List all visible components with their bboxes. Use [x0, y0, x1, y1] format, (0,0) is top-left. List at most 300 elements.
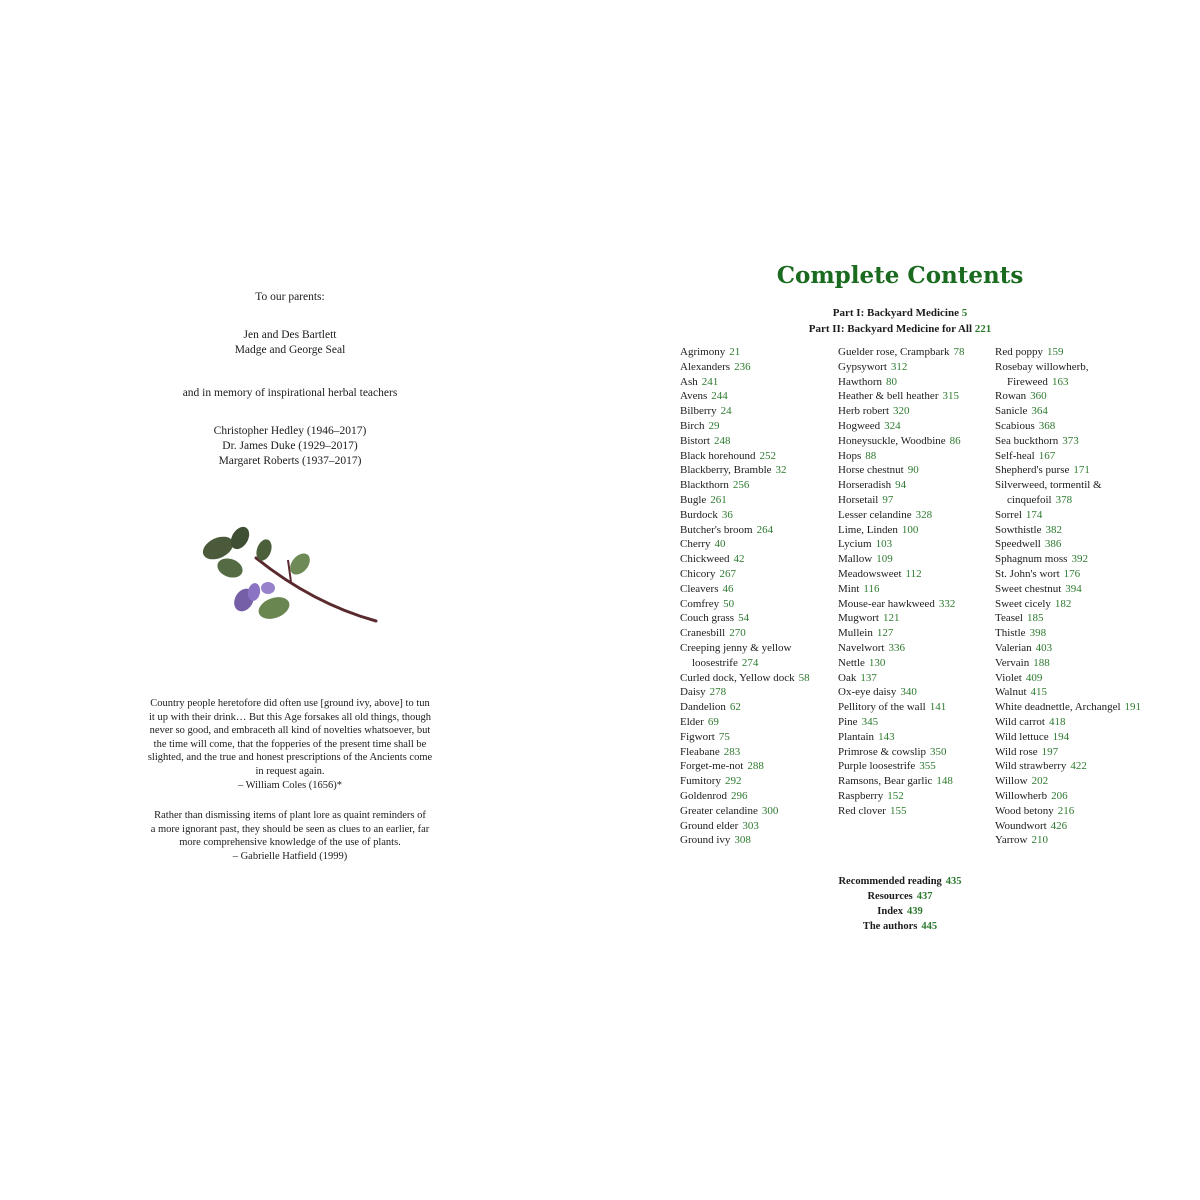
entry-page-number: 422 [1070, 760, 1087, 773]
entry-page-number: 386 [1044, 538, 1062, 551]
contents-entry[interactable] [838, 759, 988, 774]
entry-page-number: 288 [747, 760, 764, 773]
entry-plant-name: Bugle [680, 493, 707, 506]
contents-entry[interactable] [995, 774, 1145, 789]
entry-plant-name: Daisy [680, 686, 706, 699]
backmatter-entry[interactable] [600, 904, 1200, 919]
contents-entry[interactable] [680, 478, 830, 493]
parts-list [600, 305, 1200, 337]
entry-plant-name: Cranesbill [680, 627, 726, 640]
entry-page-number: 116 [863, 582, 880, 595]
contents-entry[interactable] [995, 685, 1145, 700]
entry-page-number: 32 [775, 464, 787, 477]
entry-page-number: 324 [884, 419, 901, 432]
contents-entry[interactable] [838, 493, 988, 508]
entry-plant-name: Chickweed [680, 553, 730, 566]
entry-page-number: 78 [953, 346, 965, 358]
entry-page-number: 185 [1026, 612, 1044, 625]
contents-entry[interactable] [680, 804, 830, 819]
contents-entry[interactable] [680, 463, 830, 478]
entry-page-number: 392 [1071, 553, 1088, 566]
entry-plant-name: Oak [838, 671, 857, 684]
entry-plant-name: Primrose & cowslip [838, 745, 926, 758]
quote-coles [108, 697, 472, 792]
entry-plant-name: Mullein [838, 627, 873, 640]
left-page [0, 0, 580, 1200]
contents-entry[interactable] [838, 611, 988, 626]
contents-entry[interactable] [838, 345, 988, 360]
contents-entry[interactable] [680, 567, 830, 582]
entry-page-number: 121 [882, 612, 900, 625]
contents-entry[interactable] [838, 567, 988, 582]
contents-entry[interactable] [680, 419, 830, 434]
entry-page-number: 303 [742, 819, 759, 832]
entry-page-number: 300 [761, 804, 779, 817]
contents-entry[interactable] [995, 626, 1145, 641]
entry-plant-name: Ground ivy [680, 834, 731, 847]
entry-plant-name: Ramsons, Bear garlic [838, 775, 933, 788]
backmatter-entry[interactable] [600, 919, 1200, 934]
entry-plant-name: Heather & bell heather [838, 390, 939, 403]
quote-line: in request again. [255, 765, 325, 777]
entry-plant-name: Goldenrod [680, 789, 728, 802]
contents-entry[interactable] [680, 449, 830, 464]
contents-entry[interactable] [995, 730, 1145, 745]
entry-plant-name: Woundwort [995, 819, 1047, 832]
entry-page-number: 202 [1031, 775, 1049, 788]
entry-plant-name: Navelwort [838, 641, 885, 654]
contents-entry[interactable] [995, 789, 1145, 804]
contents-entry[interactable] [838, 700, 988, 715]
entry-page-number: 159 [1046, 346, 1064, 358]
entry-plant-name: Fleabane [680, 745, 720, 758]
contents-entry[interactable] [680, 582, 830, 597]
entry-page-number: 398 [1029, 627, 1047, 640]
contents-entry[interactable] [995, 523, 1145, 538]
contents-entry[interactable] [838, 523, 988, 538]
entry-page-number: 267 [719, 567, 736, 580]
entry-page-number: 332 [938, 597, 956, 610]
entry-page-number: 197 [1041, 745, 1059, 758]
quote-attribution: – William Coles (1656)* [237, 779, 343, 791]
entry-page-number: 373 [1062, 434, 1079, 447]
entry-plant-name: Forget-me-not [680, 760, 744, 773]
contents-entry[interactable] [995, 611, 1145, 626]
entry-page-number: 241 [701, 375, 719, 388]
contents-entry[interactable] [680, 434, 830, 449]
entry-page-number: 350 [930, 745, 947, 758]
contents-entry[interactable] [995, 389, 1145, 404]
contents-entry[interactable] [995, 715, 1145, 730]
entry-page-number: 155 [889, 804, 907, 817]
contents-entry[interactable] [995, 833, 1145, 848]
contents-entry[interactable] [680, 523, 830, 538]
entry-plant-name: Sowthistle [995, 523, 1042, 536]
contents-entry[interactable] [680, 715, 830, 730]
contents-entry[interactable] [680, 819, 830, 834]
contents-title: Complete Contents [776, 262, 1024, 289]
contents-entry[interactable] [995, 700, 1145, 715]
contents-entry[interactable] [680, 759, 830, 774]
entry-page-number: 409 [1025, 671, 1043, 684]
contents-entry[interactable] [680, 597, 830, 612]
dedication-memory-line: and in memory of inspirational herbal teachers [182, 387, 398, 399]
contents-entry[interactable] [995, 759, 1145, 774]
entry-plant-name: Sorrel [995, 508, 1022, 521]
contents-entry[interactable] [995, 641, 1145, 656]
entry-plant-name: Raspberry [838, 789, 884, 802]
backmatter-entry[interactable] [600, 889, 1200, 904]
entry-page-number: 320 [893, 405, 910, 418]
entry-plant-name: Burdock [680, 508, 718, 521]
entry-plant-name: Purple loosestrife [838, 760, 916, 773]
entry-plant-name: Horseradish [838, 479, 892, 492]
entry-plant-name: Agrimony [680, 346, 726, 358]
entry-plant-name: Sanicle [995, 405, 1028, 418]
entry-plant-name: Guelder rose, Crampbark [838, 346, 950, 358]
contents-entry[interactable] [838, 789, 988, 804]
contents-entry[interactable] [995, 449, 1145, 464]
entry-page-number: 40 [714, 538, 726, 551]
entry-plant-name: Silverweed, tormentil & cinquefoil [995, 479, 1102, 506]
entry-page-number: 278 [709, 686, 727, 699]
quote-attribution: – Gabrielle Hatfield (1999) [232, 850, 348, 862]
contents-entry[interactable] [995, 419, 1145, 434]
entry-page-number: 94 [895, 479, 907, 492]
entry-plant-name: Mallow [838, 553, 873, 566]
contents-entry[interactable] [680, 641, 830, 671]
contents-entry[interactable] [838, 552, 988, 567]
entry-page-number: 97 [882, 493, 894, 506]
contents-entry[interactable] [680, 626, 830, 641]
entry-plant-name: Lycium [838, 538, 872, 551]
entry-page-number: 50 [723, 597, 735, 610]
backmatter-page-number: 445 [921, 921, 938, 932]
entry-plant-name: Pellitory of the wall [838, 701, 926, 714]
entry-page-number: 24 [720, 405, 732, 418]
entry-page-number: 130 [868, 656, 886, 669]
entry-page-number: 75 [718, 730, 730, 743]
backmatter-label: Index [877, 906, 903, 917]
entry-page-number: 206 [1051, 789, 1068, 802]
entry-plant-name: Avens [680, 390, 708, 403]
entry-plant-name: Blackthorn [680, 479, 729, 492]
entry-plant-name: Wood betony [995, 804, 1054, 817]
entry-page-number: 58 [798, 671, 810, 684]
contents-entry[interactable] [838, 375, 988, 390]
part-label: Part I: Backyard Medicine [832, 307, 959, 319]
contents-entry[interactable] [680, 552, 830, 567]
entry-plant-name: Wild rose [995, 745, 1038, 758]
entry-plant-name: Lesser celandine [838, 508, 912, 521]
contents-entry[interactable] [838, 389, 988, 404]
contents-entry[interactable] [995, 463, 1145, 478]
entry-plant-name: Wild lettuce [995, 730, 1049, 743]
entry-plant-name: Creeping jenny & yellow loosestrife [680, 641, 792, 669]
entry-page-number: 244 [711, 390, 728, 403]
entry-page-number: 103 [875, 538, 893, 551]
contents-entry[interactable] [995, 508, 1145, 523]
contents-entry[interactable] [680, 375, 830, 390]
contents-entry[interactable] [838, 360, 988, 375]
entry-page-number: 167 [1038, 449, 1056, 462]
contents-entry[interactable] [838, 671, 988, 686]
entry-plant-name: Elder [680, 715, 704, 728]
entry-plant-name: Vervain [995, 656, 1030, 669]
entry-page-number: 261 [710, 493, 727, 506]
contents-entry[interactable] [838, 774, 988, 789]
entry-page-number: 328 [915, 508, 933, 521]
entry-plant-name: Sweet cicely [995, 597, 1051, 610]
entry-page-number: 86 [949, 434, 961, 447]
entry-page-number: 90 [907, 464, 919, 477]
parent-name: Jen and Des Bartlett [243, 329, 337, 341]
backmatter-page-number: 437 [916, 891, 933, 902]
backmatter-page-number: 439 [906, 906, 923, 917]
entry-page-number: 360 [1030, 390, 1047, 403]
entry-page-number: 382 [1045, 523, 1062, 536]
entry-plant-name: Curled dock, Yellow dock [680, 671, 795, 684]
entry-plant-name: Meadowsweet [838, 567, 902, 580]
contents-entry[interactable] [995, 656, 1145, 671]
entry-plant-name: Alexanders [680, 360, 731, 373]
entry-page-number: 141 [929, 701, 947, 714]
entry-page-number: 46 [722, 582, 734, 595]
contents-entry[interactable] [838, 463, 988, 478]
entry-plant-name: Gypsywort [838, 360, 887, 373]
entry-page-number: 188 [1033, 656, 1050, 669]
dedication-to-parents: To our parents: [255, 291, 325, 303]
contents-entry[interactable] [995, 804, 1145, 819]
backmatter-label: Recommended reading [838, 876, 942, 887]
entry-page-number: 29 [708, 419, 720, 432]
contents-entry[interactable] [680, 537, 830, 552]
entry-page-number: 274 [741, 656, 759, 669]
entry-page-number: 152 [887, 789, 904, 802]
contents-entry[interactable] [680, 360, 830, 375]
entry-page-number: 252 [759, 449, 776, 462]
right-page [600, 0, 1200, 1200]
entry-page-number: 315 [942, 390, 959, 403]
contents-entry[interactable] [838, 434, 988, 449]
entry-page-number: 182 [1054, 597, 1072, 610]
entry-page-number: 194 [1052, 730, 1070, 743]
part-entry[interactable] [600, 321, 1200, 337]
contents-entry[interactable] [680, 833, 830, 848]
entry-page-number: 283 [723, 745, 741, 758]
contents-entry[interactable] [838, 804, 988, 819]
entry-plant-name: Cherry [680, 538, 711, 551]
entry-plant-name: Scabious [995, 419, 1035, 432]
parent-name: Madge and George Seal [234, 344, 346, 356]
part-label: Part II: Backyard Medicine for All [808, 323, 972, 335]
entry-plant-name: Thistle [995, 627, 1026, 640]
entry-page-number: 148 [936, 775, 953, 788]
contents-entry[interactable] [680, 685, 830, 700]
entry-page-number: 256 [732, 479, 750, 492]
contents-entry[interactable] [995, 537, 1145, 552]
entry-plant-name: Sweet chestnut [995, 582, 1062, 595]
contents-entry[interactable] [680, 745, 830, 760]
entry-page-number: 308 [734, 834, 751, 847]
contents-entry[interactable] [838, 745, 988, 760]
contents-entry[interactable] [838, 508, 988, 523]
entry-plant-name: Sea buckthorn [995, 434, 1059, 447]
entry-plant-name: Hawthorn [838, 375, 882, 388]
contents-entry[interactable] [838, 582, 988, 597]
contents-entry[interactable] [680, 345, 830, 360]
entry-plant-name: Nettle [838, 656, 865, 669]
backmatter-label: Resources [867, 891, 913, 902]
contents-entry[interactable] [995, 360, 1145, 390]
backmatter-label: The authors [862, 921, 918, 932]
contents-entry[interactable] [680, 389, 830, 404]
teacher-name: Margaret Roberts (1937–2017) [218, 455, 362, 467]
contents-entry[interactable] [680, 493, 830, 508]
entry-page-number: 340 [900, 686, 917, 699]
quote-line: it up with their drink… But this Age forsakes all old things, though [148, 711, 432, 723]
contents-entry[interactable] [995, 819, 1145, 834]
contents-entry[interactable] [995, 582, 1145, 597]
entry-plant-name: Valerian [995, 641, 1032, 654]
contents-entry[interactable] [680, 611, 830, 626]
entry-plant-name: Red clover [838, 804, 886, 817]
entry-plant-name: Mint [838, 582, 860, 595]
entry-page-number: 296 [731, 789, 748, 802]
entry-plant-name: Walnut [995, 686, 1027, 699]
entry-page-number: 174 [1025, 508, 1043, 521]
quote-line: Country people heretofore did often use [ground ivy, above] to tun [150, 698, 430, 709]
contents-entry[interactable] [680, 700, 830, 715]
entry-page-number: 109 [876, 553, 893, 566]
entry-plant-name: Self-heal [995, 449, 1035, 462]
quote-line: slighted, and the true and honest prescriptions of the Ancients come [147, 752, 433, 764]
entry-plant-name: Pine [838, 715, 858, 728]
entry-page-number: 264 [756, 523, 774, 536]
contents-entry[interactable] [995, 671, 1145, 686]
entry-page-number: 248 [713, 434, 731, 447]
teacher-name: Christopher Hedley (1946–2017) [213, 425, 367, 437]
backmatter-entry[interactable] [600, 874, 1200, 889]
contents-entry[interactable] [995, 434, 1145, 449]
entry-plant-name: St. John's wort [995, 567, 1060, 580]
quote-line: never so good, and embraceth all kind of novelties whatsoever, but [149, 725, 431, 737]
entry-plant-name: Greater celandine [680, 804, 758, 817]
entry-plant-name: Ox-eye daisy [838, 686, 897, 699]
entry-plant-name: Chicory [680, 567, 716, 580]
entry-plant-name: Yarrow [995, 834, 1028, 847]
entry-page-number: 403 [1035, 641, 1053, 654]
entry-plant-name: Birch [680, 419, 705, 432]
backmatter-page-number: 435 [945, 876, 962, 887]
contents-entry[interactable] [838, 641, 988, 656]
contents-entry[interactable] [995, 567, 1145, 582]
entry-plant-name: Horsetail [838, 493, 879, 506]
entry-plant-name: Ground elder [680, 819, 739, 832]
contents-entry[interactable] [838, 478, 988, 493]
entry-plant-name: Rowan [995, 390, 1027, 403]
entry-page-number: 368 [1038, 419, 1056, 432]
entry-plant-name: Ash [680, 375, 698, 388]
entry-page-number: 112 [905, 567, 922, 580]
entry-page-number: 143 [878, 730, 895, 743]
contents-entry[interactable] [680, 789, 830, 804]
entry-plant-name: Violet [995, 671, 1022, 684]
ground-ivy-sprig-illustration [196, 520, 386, 632]
contents-entry[interactable] [838, 419, 988, 434]
contents-entry[interactable] [838, 449, 988, 464]
contents-entry[interactable] [995, 404, 1145, 419]
entry-page-number: 345 [861, 715, 879, 728]
entry-plant-name: Hogweed [838, 419, 881, 432]
entry-page-number: 270 [729, 627, 746, 640]
contents-entry[interactable] [680, 730, 830, 745]
backmatter-list [600, 874, 1200, 934]
entry-page-number: 80 [886, 375, 897, 388]
contents-column-1 [680, 345, 830, 848]
entry-plant-name: Herb robert [838, 405, 890, 418]
entry-plant-name: Sphagnum moss [995, 553, 1068, 566]
entry-plant-name: Bistort [680, 434, 710, 447]
entry-plant-name: Honeysuckle, Woodbine [838, 434, 946, 447]
contents-entry[interactable] [995, 478, 1145, 508]
contents-entry[interactable] [995, 552, 1145, 567]
contents-entry[interactable] [680, 508, 830, 523]
entry-page-number: 210 [1031, 834, 1048, 847]
contents-entry[interactable] [995, 597, 1145, 612]
entry-page-number: 394 [1065, 582, 1082, 595]
contents-entry[interactable] [995, 745, 1145, 760]
entry-plant-name: Black horehound [680, 449, 756, 462]
entry-page-number: 176 [1063, 567, 1081, 580]
teacher-name: Dr. James Duke (1929–2017) [222, 440, 358, 452]
part-entry[interactable] [600, 305, 1200, 321]
contents-entry[interactable] [680, 671, 830, 686]
entry-plant-name: Fumitory [680, 775, 721, 788]
dedication [130, 290, 450, 469]
contents-entry[interactable] [680, 774, 830, 789]
contents-entry[interactable] [838, 685, 988, 700]
entry-plant-name: Willowherb [995, 789, 1048, 802]
entry-page-number: 378 [1055, 493, 1073, 506]
entry-plant-name: Rosebay willowherb, Fireweed [995, 360, 1089, 388]
quote-hatfield [108, 809, 472, 863]
contents-entry[interactable] [838, 656, 988, 671]
entry-page-number: 137 [860, 671, 877, 684]
contents-entry[interactable] [838, 597, 988, 612]
contents-entry[interactable] [680, 404, 830, 419]
entry-plant-name: Hops [838, 449, 862, 462]
entry-page-number: 42 [733, 553, 745, 566]
entry-plant-name: Red poppy [995, 346, 1043, 358]
part-page-number: 5 [961, 307, 968, 319]
contents-entry[interactable] [838, 537, 988, 552]
contents-entry[interactable] [838, 404, 988, 419]
contents-entry[interactable] [995, 345, 1145, 360]
entry-page-number: 171 [1073, 464, 1090, 477]
entry-page-number: 415 [1030, 686, 1047, 699]
entry-plant-name: Wild strawberry [995, 760, 1067, 773]
contents-entry[interactable] [838, 730, 988, 745]
entry-page-number: 312 [890, 360, 908, 373]
entry-page-number: 62 [729, 701, 741, 714]
entry-page-number: 364 [1031, 405, 1048, 418]
entry-page-number: 127 [876, 627, 894, 640]
contents-entry[interactable] [838, 715, 988, 730]
contents-entry[interactable] [838, 626, 988, 641]
entry-page-number: 236 [734, 360, 751, 373]
entry-page-number: 292 [724, 775, 742, 788]
